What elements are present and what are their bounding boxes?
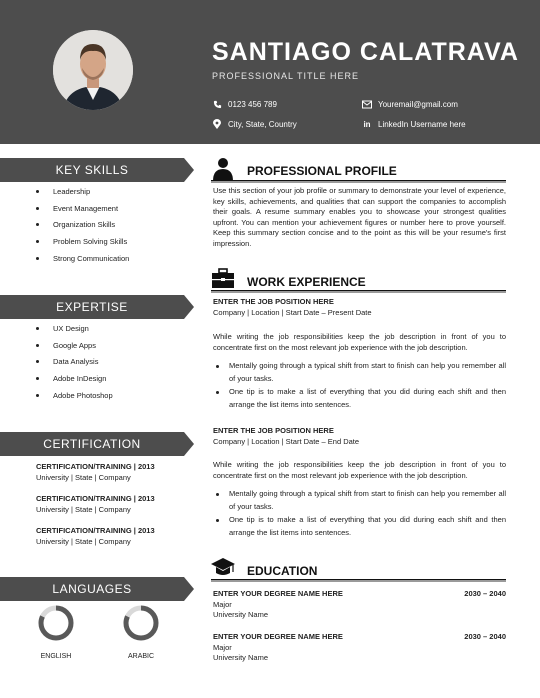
job-meta: Company | Location | Start Date – Present Date: [213, 308, 372, 317]
education-entry: [213, 589, 506, 621]
list-item: Adobe Photoshop: [36, 390, 113, 407]
list-item: Mentally going through a typical shift from start to finish can help you remember all of your tasks.: [213, 360, 506, 385]
language-name: ARABIC: [127, 653, 155, 660]
certification-title: CERTIFICATION/TRAINING | 2013: [36, 494, 155, 503]
phone-contact: [212, 99, 277, 109]
profile-section-title: PROFESSIONAL PROFILE: [247, 164, 397, 178]
section-divider: [211, 290, 506, 293]
job-bullets: [213, 360, 506, 412]
job-meta: Company | Location | Start Date – End Date: [213, 437, 360, 446]
person-icon: [211, 157, 235, 181]
list-item: Data Analysis: [36, 356, 113, 373]
list-item: One tip is to make a list of everything that you did during each shift and then arrange the list items into sentences.: [213, 386, 506, 411]
work-section-title: WORK EXPERIENCE: [247, 275, 366, 289]
degree-years: 2030 – 2040: [464, 589, 506, 598]
education-entry: [213, 632, 506, 664]
graduation-cap-icon: [211, 556, 235, 580]
list-item: One tip is to make a list of everything that you did during each shift and then arrange the list items into sentences.: [213, 514, 506, 539]
key-skills-heading: KEY SKILLS: [55, 163, 129, 177]
expertise-list: [36, 323, 113, 406]
certification-detail: University | State | Company: [36, 472, 131, 482]
list-item: Mentally going through a typical shift from start to finish can help you remember all of your tasks.: [213, 488, 506, 513]
location-pin-icon: [212, 119, 222, 129]
job-position: ENTER THE JOB POSITION HERE: [213, 297, 334, 306]
list-item: Problem Solving Skills: [36, 236, 129, 253]
education-header-row: [213, 589, 506, 600]
list-item: Leadership: [36, 186, 129, 203]
certification-entry: [36, 462, 155, 483]
degree-name: ENTER YOUR DEGREE NAME HERE: [213, 589, 343, 598]
education-section-title: EDUCATION: [247, 564, 318, 578]
certification-detail: University | State | Company: [36, 504, 131, 514]
briefcase-icon: [211, 267, 235, 291]
university-name: University Name: [213, 653, 269, 662]
list-item: Adobe InDesign: [36, 373, 113, 390]
job-description: While writing the job responsibilities keep the job description in front of you to concentrate first on the most relevant job experience with the job description.: [213, 460, 506, 480]
degree-name: ENTER YOUR DEGREE NAME HERE: [213, 632, 343, 641]
certification-title: CERTIFICATION/TRAINING | 2013: [36, 526, 155, 535]
key-skills-heading-bar: [0, 158, 194, 182]
university-name: University Name: [213, 610, 269, 619]
certification-heading-bar: [0, 432, 194, 456]
linkedin-icon: in: [363, 119, 371, 129]
certification-title: CERTIFICATION/TRAINING | 2013: [36, 462, 155, 471]
linkedin-contact: [362, 119, 466, 129]
language-name: ENGLISH: [40, 653, 72, 660]
phone-number: 0123 456 789: [228, 99, 277, 109]
languages-heading-bar: [0, 577, 194, 601]
expertise-heading: EXPERTISE: [56, 300, 128, 314]
professional-title: PROFESSIONAL TITLE HERE: [212, 71, 360, 81]
degree-major: Major: [213, 642, 232, 652]
certification-entry: [36, 526, 155, 547]
job-description: While writing the job responsibilities keep the job description in front of you to concentrate first on the most relevant job experience with the job description.: [213, 332, 506, 352]
resume-header: [0, 0, 540, 144]
profile-photo: [53, 30, 133, 110]
list-item: Organization Skills: [36, 219, 129, 236]
email-contact: [362, 99, 458, 109]
job-position: ENTER THE JOB POSITION HERE: [213, 426, 334, 435]
language-level-ring: [123, 605, 159, 641]
candidate-name: SANTIAGO CALATRAVA: [212, 38, 519, 66]
location-contact: [212, 119, 297, 129]
list-item: Strong Communication: [36, 253, 129, 270]
section-divider: [211, 579, 506, 582]
certification-detail: University | State | Company: [36, 536, 131, 546]
language-level-ring: [38, 605, 74, 641]
expertise-heading-bar: [0, 295, 194, 319]
list-item: Google Apps: [36, 340, 113, 357]
certification-heading: CERTIFICATION: [43, 437, 141, 451]
list-item: Event Management: [36, 203, 129, 220]
certification-entry: [36, 494, 155, 515]
profile-summary: Use this section of your job profile or summary to demonstrate your level of experience, key skills, achievements, and qualities that can support the companies to accomplish their goals. A resume summary enables you to showcase your strongest qualities upfront. You can mention your achievement figures or number here to prove yourself. Keep this summary section concise and to the point as this will be your resume's first impression.: [213, 186, 506, 248]
phone-icon: [212, 99, 222, 109]
degree-major: Major: [213, 599, 232, 609]
education-header-row: [213, 632, 506, 643]
location-text: City, State, Country: [228, 119, 297, 129]
section-divider: [211, 180, 506, 183]
job-bullets: [213, 488, 506, 540]
list-item: UX Design: [36, 323, 113, 340]
email-address[interactable]: Youremail@gmail.com: [378, 99, 458, 109]
email-icon: [362, 99, 372, 109]
key-skills-list: [36, 186, 129, 269]
linkedin-username[interactable]: LinkedIn Username here: [378, 119, 466, 129]
degree-years: 2030 – 2040: [464, 632, 506, 641]
languages-heading: LANGUAGES: [52, 582, 132, 596]
